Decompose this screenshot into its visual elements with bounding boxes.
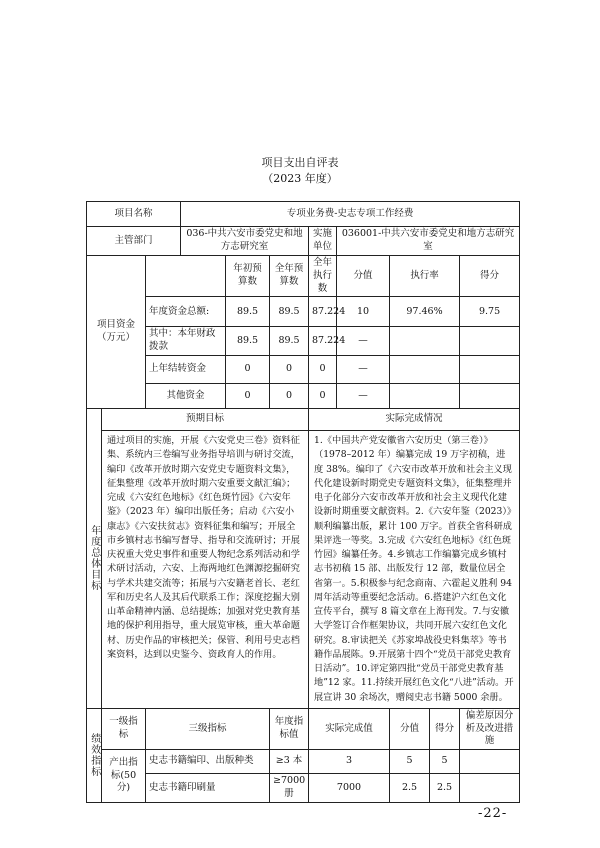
perf-target: ≥3 本 bbox=[270, 750, 309, 774]
funds-annual: 89.5 bbox=[226, 297, 270, 327]
goals-expected-text: 通过项目的实施，开展《六安党史三卷》资料征集、系统内三卷编写业务指导培训与研讨交流，编印《改革开放时期六安党史专题资料文集》，征集整理《改革开放时期六安重要文献汇编》；完成《六安红色地标》《红色斑竹园》《六安年鉴》（2023 年）编印出版任务；启动《六安小康志》《六安扶贫志》资料征集和编写；开展全市乡镇村志书编写督导、指导和交流研讨；开展庆祝重大党史事件和重要人物纪念系列活动和学术研讨活动，六安、上海两地红色渊源挖掘研究与学术共建交流等；拓展与六安籍老首长、老红军和历史名人及其后代联系工作；深度挖掘大别山革命精神内涵、总结提炼；加强对党史教育基地的保护利用指导，重大展览审核，重大革命题材、历史作品的审核把关；保管、利用号史志档案资料，达到以史鉴今、资政育人的作用。 bbox=[102, 431, 309, 709]
funds-row bbox=[87, 327, 520, 356]
perf-header-level3: 三级指标 bbox=[146, 708, 270, 749]
funds-row-label: 其中：本年财政拨款 bbox=[146, 327, 226, 356]
funds-annual: 0 bbox=[226, 356, 270, 384]
perf-header-reason: 偏差原因分析及改进措施 bbox=[460, 708, 520, 749]
funds-score bbox=[460, 384, 520, 409]
funds-score-value: — bbox=[337, 356, 390, 384]
perf-header-score-value: 分值 bbox=[390, 708, 430, 749]
funds-full: 89.5 bbox=[270, 297, 309, 327]
perf-header-actual: 实际完成值 bbox=[309, 708, 390, 749]
funds-executed: 87.224 bbox=[309, 297, 337, 327]
goals-actual-header: 实际完成情况 bbox=[309, 409, 520, 431]
perf-header-level1: 一级指标 bbox=[102, 708, 146, 749]
perf-target: ≥7000册 bbox=[270, 774, 309, 803]
funds-full: 0 bbox=[270, 384, 309, 409]
funds-score bbox=[460, 327, 520, 356]
funds-row-label: 其他资金 bbox=[146, 384, 226, 409]
perf-score-value: 5 bbox=[390, 750, 430, 774]
funds-row-label: 年度资金总额: bbox=[146, 297, 226, 327]
project-name: 专项业务费-史志专项工作经费 bbox=[181, 202, 520, 227]
goals-actual-text: 1.《中国共产党安徽省六安历史（第三卷）》（1978–2012 年）编纂完成 19 万字初稿，进度 38%。编印了《六安市改革开放和社会主义现代化建设新时期党史专题资料文集》，征集整理并电子化部分六安市改革开放和社会主义现代化建设新时期重要文献资料。2.《六安年鉴（2023）》顺利编纂出版，累计 100 万字。首获全省科研成果评选一等奖。3.完成《六安红色地标》《红色斑竹园》编纂任务。4.乡镇志工作编纂完成乡镇村志书初稿 15 部、出版发行 12 部，数量位居全省第一。5.积极参与纪念商南、六霍起义胜利 94 周年活动等重要纪念活动。6.搭建沪六红色文化宣传平台，撰写 8 篇文章在上海刊发。7.与安徽大学签订合作框架协议，共同开展六安红色文化研究。8.审读把关《苏家埠战役史料集萃》等书籍作品展陈。9.开展第十四个“党员干部党史教育日活动”。10.评定第四批“党员干部党史教育基地”12 家。11.持续开展红色文化“八进”活动。开展宣讲 30 余场次，赠阅史志书籍 5000 余册。 bbox=[309, 431, 520, 709]
goals-expected-header: 预期目标 bbox=[102, 409, 309, 431]
perf-header-target: 年度指标值 bbox=[270, 708, 309, 749]
funds-full: 89.5 bbox=[270, 327, 309, 356]
funds-annual: 89.5 bbox=[226, 327, 270, 356]
impl-value: 036001-中共六安市委党史和地方志研究室 bbox=[337, 227, 520, 256]
funds-row bbox=[87, 297, 520, 327]
funds-executed: 0 bbox=[309, 384, 337, 409]
perf-indicator-name: 史志书籍编印、出版种类 bbox=[146, 750, 270, 774]
perf-section-label: 绩效指标 bbox=[87, 708, 102, 802]
perf-level1-value: 产出指标(50分) bbox=[102, 750, 146, 803]
perf-score: 5 bbox=[430, 750, 460, 774]
funds-score bbox=[460, 356, 520, 384]
table-title: 项目支出自评表 bbox=[261, 156, 339, 169]
table-subtitle: （2023 年度） bbox=[262, 172, 338, 185]
funds-row bbox=[87, 356, 520, 384]
project-evaluation-table bbox=[86, 201, 520, 803]
dept-label: 主管部门 bbox=[87, 227, 181, 256]
funds-header-score: 得分 bbox=[460, 256, 520, 297]
perf-row bbox=[87, 750, 520, 774]
funds-score-value: — bbox=[337, 384, 390, 409]
perf-reason bbox=[460, 774, 520, 803]
project-name-label: 项目名称 bbox=[87, 202, 181, 227]
funds-executed: 87.224 bbox=[309, 327, 337, 356]
impl-label: 实施单位 bbox=[309, 227, 337, 256]
funds-score-value: — bbox=[337, 327, 390, 356]
funds-row-label: 上年结转资金 bbox=[146, 356, 226, 384]
goals-section-label: 年度总体目标 bbox=[87, 409, 102, 709]
funds-score: 9.75 bbox=[460, 297, 520, 327]
perf-header-score: 得分 bbox=[430, 708, 460, 749]
funds-rate bbox=[390, 327, 460, 356]
funds-header-score-value: 分值 bbox=[337, 256, 390, 297]
page-number: -22- bbox=[478, 806, 508, 821]
funds-rate bbox=[390, 356, 460, 384]
perf-score-value: 2.5 bbox=[390, 774, 430, 803]
funds-full: 0 bbox=[270, 356, 309, 384]
funds-row bbox=[87, 384, 520, 409]
funds-section-label: 项目资金（万元） bbox=[87, 256, 146, 409]
funds-header-rate: 执行率 bbox=[390, 256, 460, 297]
funds-rate bbox=[390, 384, 460, 409]
funds-annual: 0 bbox=[226, 384, 270, 409]
funds-rate: 97.46% bbox=[390, 297, 460, 327]
funds-executed: 0 bbox=[309, 356, 337, 384]
funds-header-annual: 年初预算数 bbox=[226, 256, 270, 297]
perf-actual: 3 bbox=[309, 750, 390, 774]
funds-header-full: 全年预算数 bbox=[270, 256, 309, 297]
funds-score-value: 10 bbox=[337, 297, 390, 327]
perf-actual: 7000 bbox=[309, 774, 390, 803]
funds-header-executed: 全年执行数 bbox=[309, 256, 337, 297]
perf-indicator-name: 史志书籍印刷量 bbox=[146, 774, 270, 803]
perf-row bbox=[87, 774, 520, 803]
perf-score: 2.5 bbox=[430, 774, 460, 803]
perf-reason bbox=[460, 750, 520, 774]
dept-value: 036-中共六安市委党史和地方志研究室 bbox=[181, 227, 309, 256]
